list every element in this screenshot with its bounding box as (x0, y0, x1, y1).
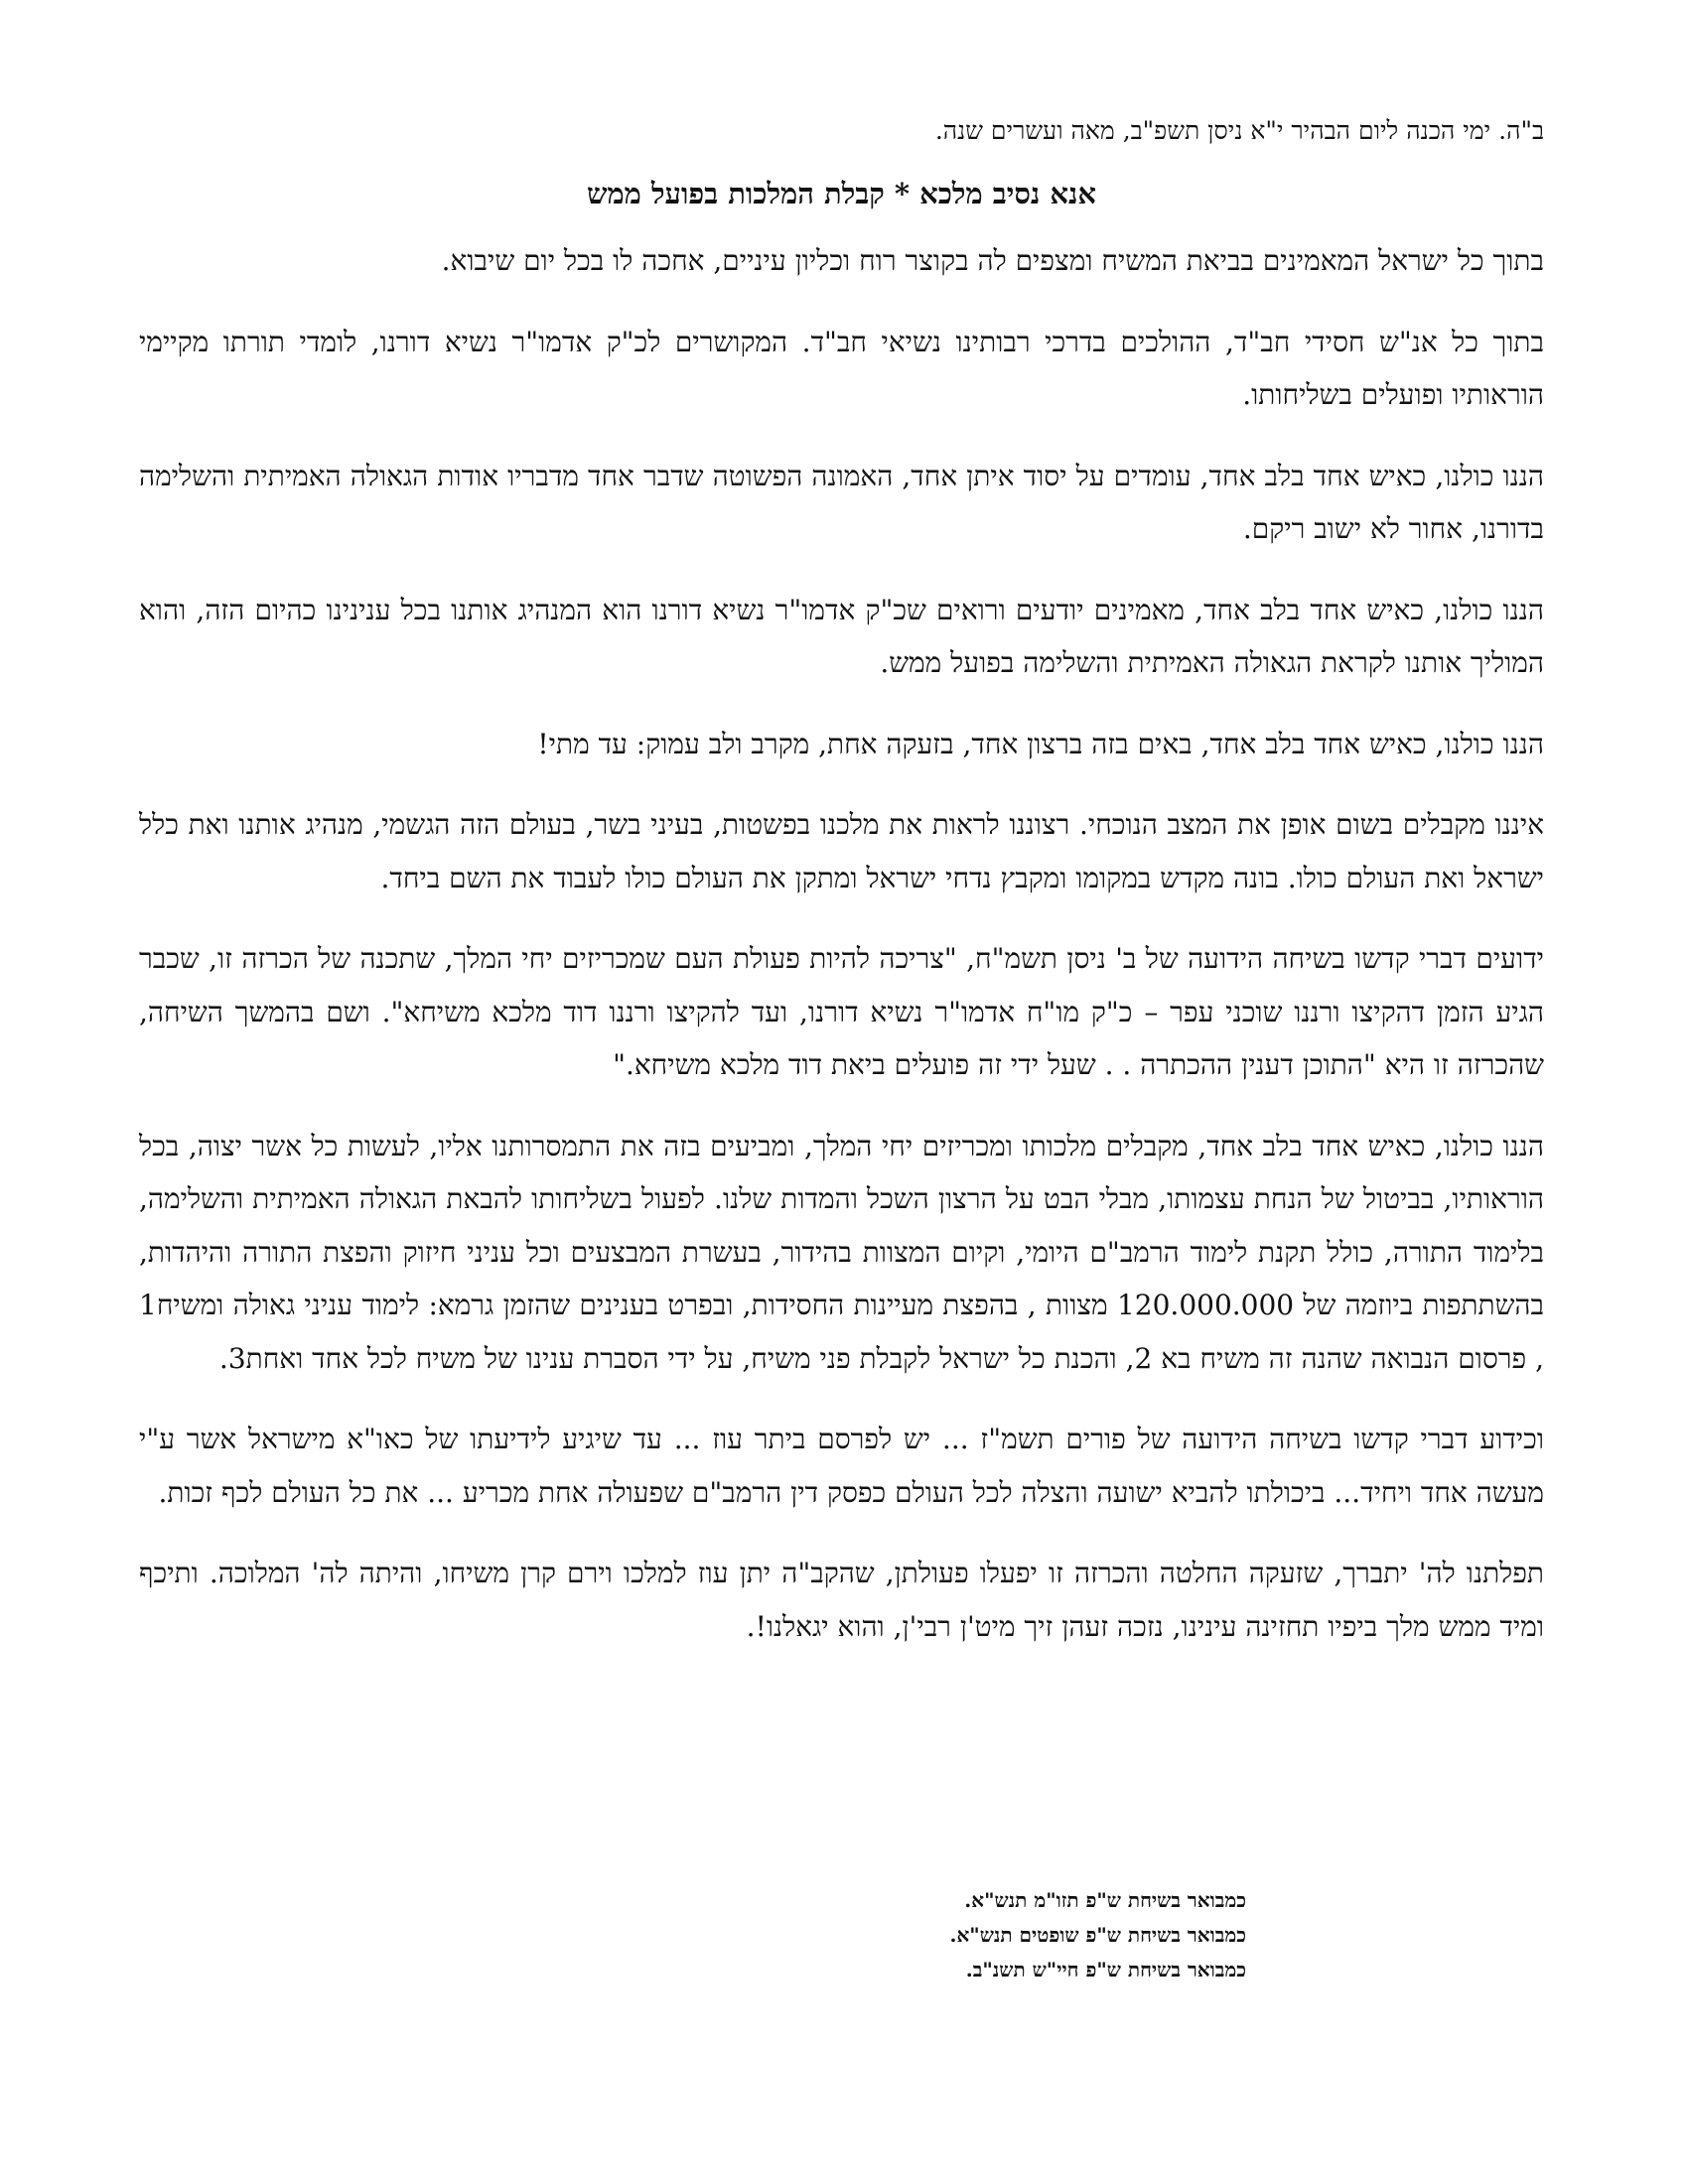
footnote-3: כמבואר בשיחת ש"פ חיי"ש תשנ"ב. (965, 1958, 1246, 1981)
footnotes (695, 1883, 1246, 1987)
page-title: אנא נסיב מלכא * קבלת המלכות בפועל ממש (586, 177, 1097, 210)
date-line: ב"ה. ימי הכנה ליום הבהיר י"א ניסן תשפ"ב, מאה ועשרים שנה. (934, 116, 1544, 145)
paragraph-6: איננו מקבלים בשום אופן את המצב הנוכחי. רצוננו לראות את מלכנו בפשטות, בעיני בשר, בעולם הזה הגשמי, מנהיג אותנו ואת כלל ישראל ואת העולם כולו. בונה מקדש במקומו ומקבץ נדחי ישראל ומתקן את העולם כולו לעבוד את השם ביחד. (139, 808, 1544, 894)
paragraph-8: הננו כולנו, כאיש אחד בלב אחד, מקבלים מלכותו ומכריזים יחי המלך, ומביעים בזה את התמסרותנו אליו, לעשות כל אשר יצוה, בכל הוראותיו, בביטול של הנחת עצמותו, מבלי הבט על הרצון השכל והמדות שלנו. לפעול בשליחותו להבאת הגאולה האמיתית והשלימה, בלימוד התורה, כולל תקנת לימוד הרמב"ם היומי, וקיום המצוות בהידור, בעשרת המבצעים וכל עניני חיזוק והפצת התורה והיהדות, בהשתתפות ביוזמה של 120.000.000 מצוות , בהפצת מעיינות החסידות, ובפרט בענינים שהזמן גרמא: לימוד עניני גאולה ומשיח1 , פרסום הנבואה שהנה זה משיח בא 2, והכנת כל ישראל לקבלת פני משיח, על ידי הסברת ענינו של משיח לכל אחד ואחת3. (139, 1129, 1544, 1375)
body-text (139, 234, 1544, 1681)
paragraph-7: ידועים דברי קדשו בשיחה הידועה של ב' ניסן תשמ"ח, "צריכה להיות פעולת העם שמכריזים יחי המלך, שתכנה של הכרזה זו, שכבר הגיע הזמן דהקיצו ורננו שוכני עפר – כ"ק מו"ח אדמו"ר נשיא דורנו, ועד להקיצו ורננו דוד מלכא משיחא". ושם בהמשך השיחה, שהכרזה זו היא "התוכן דענין ההכתרה . . שעל ידי זה פועלים ביאת דוד מלכא משיחא." (139, 942, 1544, 1081)
paragraph-4: הננו כולנו, כאיש אחד בלב אחד, מאמינים יודעים ורואים שכ"ק אדמו"ר נשיא דורנו הוא המנהיג אותנו בכל ענינינו כהיום הזה, והוא המוליך אותנו לקראת הגאולה האמיתית והשלימה בפועל ממש. (139, 593, 1544, 679)
paragraph-1: בתוך כל ישראל המאמינים בביאת המשיח ומצפים לה בקוצר רוח וכליון עיניים, אחכה לו בכל יום שיבוא. (441, 244, 1544, 277)
footnote-1: כמבואר בשיחת ש"פ תזו"מ תנש"א. (964, 1888, 1246, 1912)
paragraph-10: תפלתנו לה' יתברך, שזעקה החלטה והכרזה זו יפעלו פעולתן, שהקב"ה יתן עוז למלכו וירם קרן משיחו, והיתה לה' המלוכה. ותיכף ומיד ממש מלך ביפיו תחזינה עינינו, נזכה זעהן זיך מיט'ן רבי'ן, והוא יגאלנו!. (139, 1557, 1544, 1643)
paragraph-2: בתוך כל אנ"ש חסידי חב"ד, ההולכים בדרכי רבותינו נשיאי חב"ד. המקושרים לכ"ק אדמו"ר נשיא דורנו, לומדי תורתו מקיימי הוראותיו ופועלים בשליחותו. (139, 325, 1544, 411)
paragraph-5: הננו כולנו, כאיש אחד בלב אחד, באים בזה ברצון אחד, בזעקה אחת, מקרב ולב עמוק: עד מתי! (537, 727, 1544, 760)
paragraph-9: וכידוע דברי קדשו בשיחה הידועה של פורים תשמ"ז ... יש לפרסם ביתר עוז ... עד שיגיע לידיעתו של כאו"א מישראל אשר ע"י מעשה אחד ויחיד... ביכולתו להביא ישועה והצלה לכל העולם כפסק דין הרמב"ם שפעולה אחת מכריע ... את כל העולם לכף זכות. (139, 1423, 1544, 1509)
paragraph-3: הננו כולנו, כאיש אחד בלב אחד, עומדים על יסוד איתן אחד, האמונה הפשוטה שדבר אחד מדבריו אודות הגאולה האמיתית והשלימה בדורנו, אחור לא ישוב ריקם. (139, 459, 1545, 545)
footnote-2: כמבואר בשיחת ש"פ שופטים תנש"א. (949, 1923, 1246, 1947)
